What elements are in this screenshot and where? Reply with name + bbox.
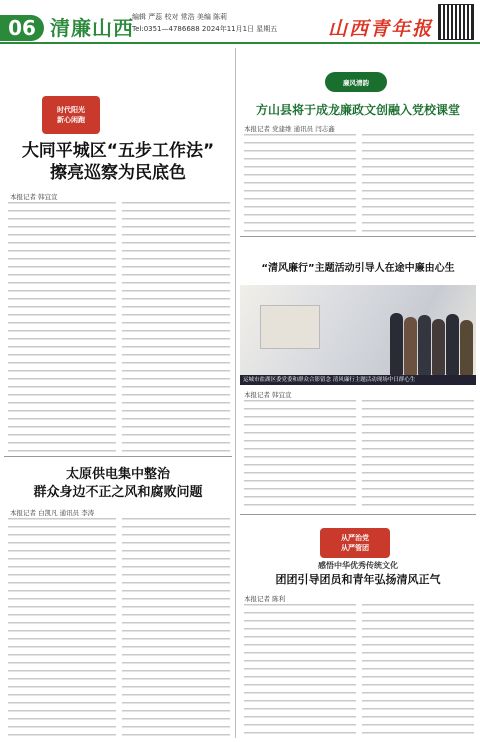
event-photo [240, 285, 476, 375]
article-body [244, 400, 356, 510]
article-body [362, 604, 474, 736]
section-logo: 廉风清韵 [325, 72, 387, 92]
person-figure [446, 314, 459, 375]
article-headline [240, 560, 476, 588]
article-body [122, 518, 230, 736]
article-headline [4, 466, 232, 502]
display-board [260, 305, 320, 349]
article-body [362, 400, 474, 510]
person-figure [390, 313, 403, 375]
logo-line-2: 新心闲跑 [57, 116, 85, 124]
article-headline [4, 140, 232, 184]
article-body [362, 134, 474, 232]
section-title: 清廉山西 [50, 16, 134, 40]
article-byline: 本报记者 韩宜宣 [244, 391, 292, 399]
headline-line-2: 群众身边不正之风和腐败问题 [33, 485, 203, 500]
section-logo [320, 528, 390, 558]
article-headline: 方山县将于成龙廉政文创融入党校课堂 [255, 103, 460, 117]
person-figure [404, 317, 417, 375]
headline-line-1: 太原供电集中整治 [65, 467, 170, 482]
article-byline: 本报记者 陈利 [244, 595, 286, 603]
section-logo [42, 96, 100, 134]
page-header [0, 0, 480, 44]
article-separator [240, 514, 476, 515]
photo-caption: 运城市盐湖区委党委和群众合影留念 清风廉行主题活动现场中日群心生 [240, 375, 476, 385]
article-body [244, 134, 356, 232]
article-byline: 本报记者 白凯凡 通讯员 李涛 [10, 509, 95, 517]
date-line: Tel:0351—4786688 2024年11月1日 星期五 [132, 25, 278, 33]
article-byline: 本报记者 韩宜宣 [10, 193, 58, 201]
article-body [8, 518, 116, 736]
logo-line-1: 从严治党 [341, 534, 369, 542]
person-figure [460, 320, 473, 375]
column-divider [235, 48, 236, 738]
logo-line-1: 时代阳光 [57, 106, 85, 114]
headline-line-1: 感悟中华优秀传统文化 [318, 561, 398, 570]
headline-line-2: 擦亮巡察为民底色 [50, 163, 186, 183]
page-number: 06 [0, 15, 44, 41]
article-body [244, 604, 356, 736]
article-body [8, 202, 116, 452]
person-figure [418, 315, 431, 375]
logo-line-2: 从严管团 [341, 544, 369, 552]
article-byline: 本报记者 党建维 通讯员 闫志鑫 [244, 125, 335, 133]
article-separator [240, 236, 476, 237]
article-body [122, 202, 230, 452]
editor-line: 编辑 严蕊 校对 常浩 美编 陈莉 [132, 13, 228, 21]
article-separator [4, 456, 232, 457]
article-headline: “清风廉行”主题活动引导人在途中廉由心生 [261, 263, 455, 274]
person-figure [432, 319, 445, 375]
masthead-logo: 山西青年报 [328, 18, 434, 40]
headline-line-2: 团团引导团员和青年弘扬清风正气 [275, 573, 441, 586]
headline-line-1: 大同平城区“五步工作法” [21, 141, 215, 161]
qr-code-icon [438, 4, 474, 40]
